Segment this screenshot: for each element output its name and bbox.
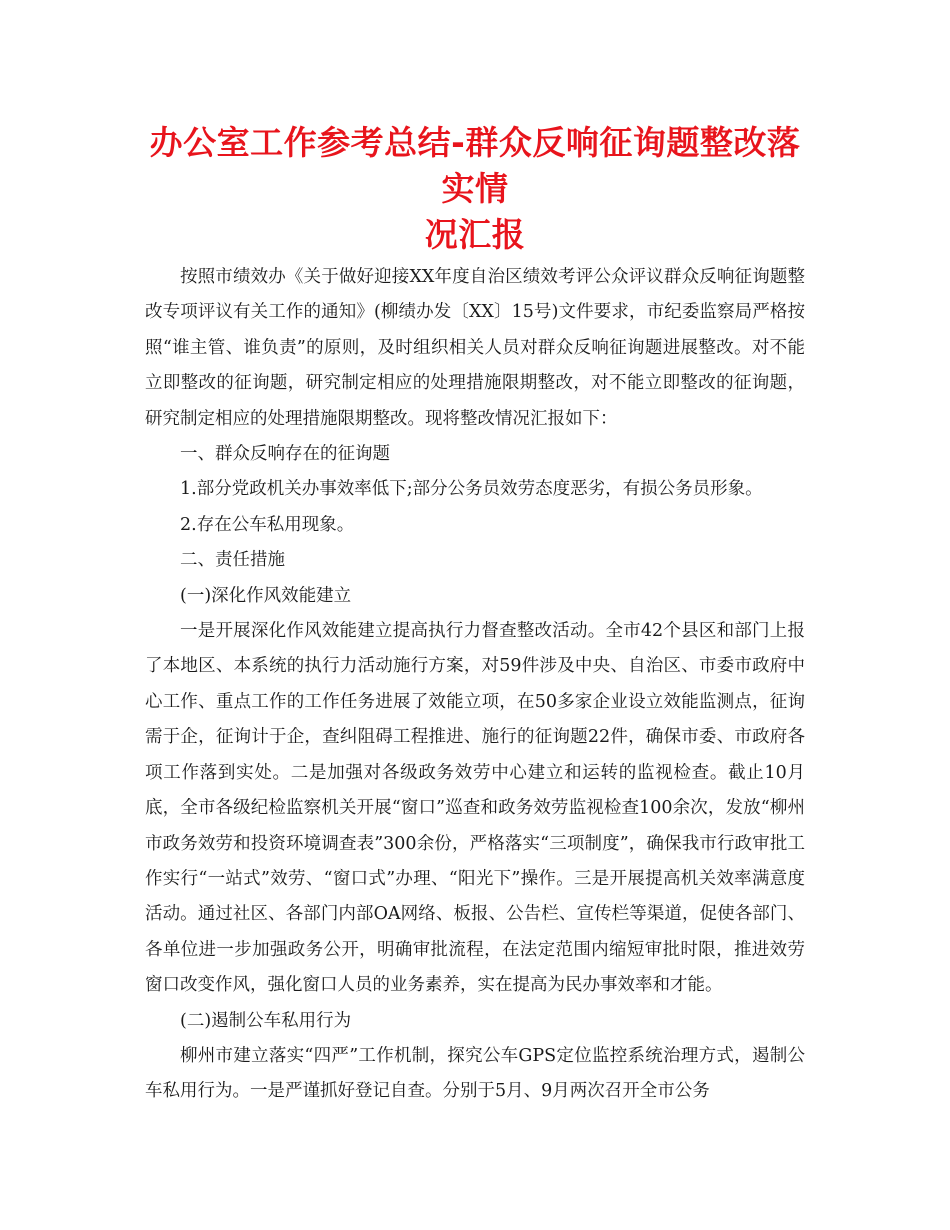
efficiency-paragraph: 一是开展深化作风效能建立提高执行力督查整改活动。全市42个县区和部门上报了本地区、本系统的执行力活动施行方案，对59件涉及中央、自治区、市委市政府中心工作、重点工作的工作任务进展了效能立项，在50多家企业设立效能监测点，征询需于企，征询计于企，查纠阻碍工程推进、施行的征询题22件，确保市委、市政府各项工作落到实处。二是加强对各级政务效劳中心建立和运转的监视检查。截止10月底，全市各级纪检监察机关开展“窗口”巡查和政务效劳监视检查100余次，发放“柳州市政务效劳和投资环境调查表”300余份，严格落实“三项制度”，确保我市行政审批工作实行“一站式”效劳、“窗口式”办理、“阳光下”操作。三是开展提高机关效率满意度活动。通过社区、各部门内部OA网络、板报、公告栏、宣传栏等渠道，促使各部门、各单位进一步加强政务公开，明确审批流程，在法定范围内缩短审批时限，推进效劳窗口改变作风，强化窗口人员的业务素养，实在提高为民办事效率和才能。 [145, 621, 805, 996]
section-heading-problems: 一、群众反响存在的征询题 [180, 444, 390, 465]
subsection-heading-efficiency: (一)深化作风效能建立 [180, 585, 352, 606]
vehicles-paragraph: 柳州市建立落实“四严”工作机制，探究公车GPS定位监控系统治理方式，遏制公车私用行为。一是严谨抓好登记自查。分别于5月、9月两次召开全市公务 [145, 1045, 805, 1102]
document-page [145, 120, 805, 1110]
subsection-heading-vehicles: (二)遏制公车私用行为 [180, 1010, 352, 1031]
document-title-line-2: 况汇报 [424, 215, 526, 254]
document-title [145, 120, 805, 258]
section-heading-measures: 二、责任措施 [180, 550, 285, 571]
document-title-line-1: 办公室工作参考总结-群众反响征询题整改落实情 [149, 123, 801, 208]
problem-item-2: 2.存在公车私用现象。 [180, 514, 355, 535]
intro-paragraph: 按照市绩效办《关于做好迎接XX年度自治区绩效考评公众评议群众反响征询题整改专项评议有关工作的通知》(柳绩办发〔XX〕15号)文件要求，市纪委监察局严格按照“谁主管、谁负责”的原则，及时组织相关人员对群众反响征询题进展整改。对不能立即整改的征询题，研究制定相应的处理措施限期整改，对不能立即整改的征询题，研究制定相应的处理措施限期整改。现将整改情况汇报如下： [145, 267, 805, 429]
problem-item-1: 1.部分党政机关办事效率低下;部分公务员效劳态度恶劣，有损公务员形象。 [180, 479, 763, 500]
document-body [145, 260, 805, 1110]
